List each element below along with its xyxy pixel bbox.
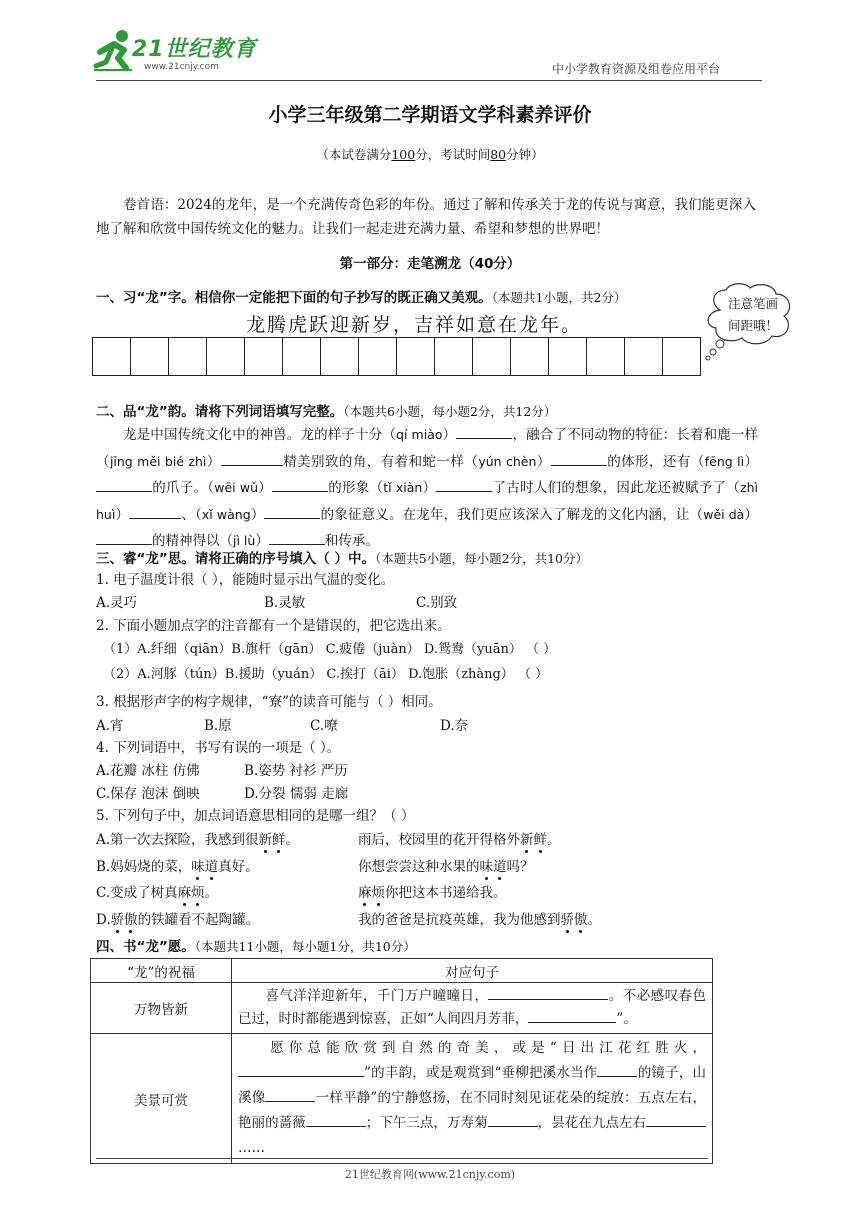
- pinyin: qí miào: [396, 427, 443, 442]
- q2-note: （本题共6小题，每小题2分，共12分）: [343, 404, 557, 419]
- option-text: 。: [204, 885, 219, 901]
- q3-item-2-1: （1）A.纤细（qiān）B.旗杆（gān） C.疲倦（juàn） D.鸳鸯（yuān） （ ）: [103, 642, 557, 657]
- exam-info-pre: （本试卷满分: [316, 147, 392, 162]
- q3-item-4: 4. 下列词语中，书写有误的一项是（ ）。: [96, 740, 341, 756]
- q3-option[interactable]: B.原: [204, 718, 232, 734]
- q1-note: （本题共1小题，共2分）: [491, 290, 627, 305]
- sentence-text: 一样平静”的宁静悠扬，在不同时刻见证花朵的绽放：五点左右，艳丽的蔷薇: [238, 1090, 707, 1131]
- q3-option[interactable]: D.奈: [440, 718, 469, 734]
- grid-cell[interactable]: [435, 338, 473, 376]
- q4-heading: [96, 937, 416, 957]
- answer-blank[interactable]: [269, 530, 325, 545]
- table-row: [91, 983, 713, 1034]
- dotted-char: 道: [493, 859, 507, 875]
- answer-blank[interactable]: [129, 504, 181, 519]
- answer-blank[interactable]: [456, 424, 512, 439]
- dotted-char: 骄: [110, 912, 125, 928]
- pinyin: tǐ xiàn: [383, 480, 423, 495]
- q4-heading-text: 四、书“龙”愿。: [96, 939, 195, 955]
- q2-text: ）: [442, 427, 457, 443]
- exam-info-post: 分钟）: [506, 147, 544, 162]
- part1-title: 第一部分：走笔溯龙（40分）: [339, 256, 521, 272]
- option-text: 。: [587, 912, 601, 928]
- answer-blank[interactable]: [96, 477, 152, 492]
- dotted-char: 鲜: [272, 832, 286, 848]
- option-text: 你想尝尝这种水果的: [358, 859, 480, 875]
- answer-blank[interactable]: [597, 1062, 637, 1077]
- sentence-text: ；下午三点，万寿菊: [365, 1115, 488, 1131]
- q2-text: 、（: [181, 506, 202, 523]
- runner-logo-icon: [92, 28, 136, 74]
- grid-cell[interactable]: [283, 338, 321, 376]
- grid-cell[interactable]: [359, 338, 397, 376]
- q2-text: 的精神得以（: [152, 533, 233, 549]
- grid-cell[interactable]: [245, 338, 283, 376]
- q3-option[interactable]: B.灵敏: [264, 595, 306, 611]
- sentence-text: 。不必感叹春色已过，时时都能遇到惊喜，正如“人间四月芳菲，: [238, 988, 706, 1027]
- answer-blank[interactable]: [264, 504, 320, 519]
- dotted-word: [358, 885, 385, 901]
- q3-item-2: 2. 下面小题加点字的注音都有一个是错误的，把它选出来。: [96, 618, 451, 634]
- table-header-cell: “龙”的祝福: [91, 959, 232, 983]
- q1-heading-text: 一、习“龙”字。相信你一定能把下面的句子抄写的既正确又美观。: [96, 290, 492, 306]
- option-text: 。: [547, 832, 561, 848]
- dotted-char: 骄: [560, 912, 574, 928]
- q2-text: ）: [115, 506, 130, 523]
- option-text: 雨后，校园里的花开得格外: [358, 832, 520, 848]
- option-text: C.变成了树真: [96, 885, 178, 901]
- dotted-char: 烦: [191, 885, 205, 901]
- dotted-word: [561, 912, 588, 928]
- q2-text: 和传承。: [324, 533, 379, 549]
- q2-text: ）: [250, 506, 265, 523]
- dotted-word: [178, 885, 205, 901]
- answer-blank[interactable]: [488, 1112, 538, 1127]
- q4-note: （本题共11小题，每小题1分，共10分）: [194, 939, 416, 954]
- q3-item-5: 5. 下列句子中，加点词语意思相同的是哪一组？（ ）: [96, 808, 415, 824]
- q2-text: ）: [255, 533, 269, 549]
- q2-text: ）: [206, 453, 221, 470]
- sentence-text: ”。: [616, 1011, 637, 1027]
- q3-note: （本题共5小题，每小题2分，共10分）: [374, 551, 589, 566]
- answer-blank[interactable]: [238, 1062, 364, 1077]
- grid-cell[interactable]: [625, 338, 663, 376]
- dotted-char: 傲: [124, 912, 138, 928]
- dotted-char: 麻: [177, 885, 192, 901]
- full-score: 100: [391, 147, 416, 162]
- sentence-text: ……: [238, 1140, 265, 1156]
- q3-option[interactable]: A.灵巧: [96, 595, 138, 611]
- blessing-table-grid: [90, 958, 713, 1164]
- q3-option[interactable]: C.嘹: [310, 718, 338, 734]
- grid-cell[interactable]: [131, 338, 169, 376]
- writing-grid-table[interactable]: [92, 337, 701, 376]
- footer-text: 21世纪教育网(www.21cnjy.com): [344, 1168, 516, 1181]
- q2-text: 的形象（: [328, 480, 384, 496]
- row-sentence: [232, 983, 713, 1034]
- sentence-text: 的镜子，山溪像: [238, 1065, 707, 1106]
- q3-option-c-right: [358, 883, 507, 903]
- exam-time: 80: [490, 147, 507, 162]
- q2-text: 的体形，还有（: [606, 453, 705, 470]
- header-rule: [96, 80, 762, 81]
- dotted-char: 傲: [574, 912, 588, 928]
- site-logo: [92, 26, 262, 78]
- q2-text: 了古时人们的想象，因此龙还被赋予了（: [492, 480, 741, 496]
- grid-cell[interactable]: [397, 338, 435, 376]
- sentence-text: 喜气洋洋迎新年，千门万户曈曈日，: [265, 988, 489, 1004]
- q3-heading-text: 三、睿“龙”思。请将正确的序号填入（ ）中。: [96, 551, 375, 567]
- q3-heading: [96, 549, 588, 569]
- dotted-word: [480, 859, 507, 875]
- q2-text: ，融合了不同动物的特征：长着和鹿一样（: [96, 427, 759, 470]
- q3-item-1: 1. 电子温度计很（ ），能随时显示出气温的变化。: [96, 572, 395, 588]
- q2-text: ）: [536, 453, 551, 470]
- dotted-word: [111, 912, 138, 928]
- thought-bubble-text: 注意笔画间距哦！: [727, 296, 778, 333]
- answer-blank[interactable]: [221, 451, 283, 466]
- grid-cell[interactable]: [549, 338, 587, 376]
- table-row: [91, 1034, 713, 1164]
- answer-blank[interactable]: [551, 451, 607, 466]
- grid-cell[interactable]: [511, 338, 549, 376]
- q3-option[interactable]: C.保存 泡沫 倒映: [96, 786, 200, 802]
- exam-info: [0, 145, 860, 163]
- dotted-char: 鲜: [533, 832, 547, 848]
- exam-info-mid: 分，考试时间: [415, 147, 491, 162]
- row-label: 美景可赏: [91, 1034, 232, 1164]
- pinyin: wēi wǔ: [214, 480, 259, 495]
- option-text: A.第一次去探险，我感到很: [96, 832, 259, 848]
- q3-option[interactable]: A.宵: [96, 718, 124, 734]
- q3-option-a-left[interactable]: [96, 830, 299, 850]
- q3-option[interactable]: B.姿势 衬衫 严历: [244, 763, 348, 779]
- dotted-char: 味: [191, 859, 205, 875]
- grid-cell[interactable]: [663, 338, 701, 376]
- q2-text: 精美别致的角，有着和蛇一样（: [282, 453, 479, 470]
- dotted-word: [259, 832, 286, 848]
- option-text: 你把这本书递给我。: [385, 885, 507, 901]
- dotted-word: [520, 832, 547, 848]
- grid-cell[interactable]: [473, 338, 511, 376]
- q3-option[interactable]: D.分裂 懦弱 走廊: [244, 786, 349, 802]
- option-text: 吗？: [506, 859, 534, 875]
- option-text: 的铁罐看不起陶罐。: [137, 912, 260, 928]
- sentence-text: 愿你总能欣赏到自然的奇美，或是“日出江花红胜火，: [265, 1040, 706, 1056]
- q1-copy-sentence: 龙腾虎跃迎新岁，吉祥如意在龙年。: [246, 314, 583, 336]
- q2-text: 龙是中国传统文化中的神兽。龙的样子十分（: [123, 427, 397, 443]
- pinyin: fēng lì: [704, 453, 745, 469]
- grid-cell[interactable]: [169, 338, 207, 376]
- logo-text: 21世纪教育: [132, 37, 257, 62]
- option-text: 真好。: [218, 859, 259, 875]
- grid-cell[interactable]: [321, 338, 359, 376]
- pinyin: jì lù: [233, 533, 256, 548]
- q2-text: 的象征意义。在龙年，我们更应该深入了解龙的文化内涵，让（: [320, 506, 704, 523]
- option-text: 。: [285, 832, 300, 848]
- preface: 卷首语：2024的龙年，是一个充满传奇色彩的年份。通过了解和传承关于龙的传说与寓意，我们能更深入地了解和欣赏中国传统文化的魅力。让我们一起走进充满力量、希望和梦想的世界吧！: [96, 197, 756, 237]
- q2-text: ）: [744, 453, 758, 470]
- table-header-cell: 对应句子: [232, 959, 713, 983]
- dotted-char: 新: [520, 832, 534, 848]
- answer-blank[interactable]: [436, 477, 492, 492]
- q3-item-2-2: （2）A.河豚（tún）B.援助（yuán） C.挨打（āi） D.饱胀（zhàng） （ ）: [103, 667, 549, 682]
- answer-blank[interactable]: [265, 1087, 315, 1102]
- q2-text: ）: [422, 480, 437, 496]
- sentence-text: ，昙花在九点左右: [537, 1115, 647, 1131]
- grid-cell[interactable]: [93, 338, 131, 376]
- answer-blank[interactable]: [528, 1008, 616, 1023]
- q3-option-b-left[interactable]: [96, 857, 259, 877]
- q2-text: ）: [258, 480, 273, 496]
- q2-heading: [96, 402, 556, 422]
- pinyin: zhì huì: [96, 480, 759, 522]
- answer-blank[interactable]: [488, 985, 608, 1000]
- footer-rule: [96, 1158, 708, 1159]
- answer-blank[interactable]: [306, 1112, 366, 1127]
- dotted-char: 道: [204, 859, 219, 875]
- platform-name: 中小学教育资源及组卷应用平台: [552, 62, 721, 76]
- q3-option-c-left[interactable]: [96, 883, 218, 903]
- pinyin: jīng měi bié zhì: [109, 453, 207, 469]
- answer-blank[interactable]: [646, 1112, 706, 1127]
- q2-passage: [96, 422, 758, 555]
- pinyin: xǐ wàng: [201, 506, 251, 522]
- q3-option[interactable]: A.花瓣 冰柱 仿佛: [96, 763, 200, 779]
- row-label: 万物皆新: [91, 983, 232, 1034]
- dotted-char: 味: [479, 859, 493, 875]
- q3-option-d-right: [358, 910, 601, 930]
- option-text: 我的爸爸是抗疫英雄，我为他感到: [358, 912, 561, 928]
- dotted-char: 新: [258, 832, 273, 848]
- pinyin: yún chèn: [478, 453, 537, 469]
- writing-grid[interactable]: [92, 337, 701, 376]
- q2-heading-text: 二、品“龙”韵。请将下列词语填写完整。: [96, 404, 344, 420]
- q3-option[interactable]: C.别致: [416, 595, 458, 611]
- dotted-word: [191, 859, 218, 875]
- blessing-table: [90, 958, 713, 1164]
- q3-option-d-left[interactable]: [96, 910, 259, 930]
- q3-option-b-right: [358, 857, 534, 877]
- grid-cell[interactable]: [587, 338, 625, 376]
- option-text: B.妈妈烧的菜，: [96, 859, 192, 875]
- sentence-text: ”的丰韵，或是观赏到“垂柳把溪水当作: [364, 1065, 598, 1081]
- q2-text: 的爪子。（: [152, 480, 215, 496]
- q2-text: ）: [744, 506, 759, 523]
- q1-heading: [96, 288, 626, 308]
- row-sentence: [232, 1034, 713, 1164]
- q3-option-a-right: [358, 830, 561, 850]
- dotted-char: 烦: [371, 885, 385, 901]
- logo-url: www.21cnjy.com: [144, 62, 219, 72]
- option-text: D.: [96, 912, 111, 928]
- page-title: 小学三年级第二学期语文学科素养评价: [268, 104, 592, 126]
- pinyin: wěi dà: [703, 506, 745, 522]
- grid-cell[interactable]: [207, 338, 245, 376]
- q3-item-3: 3. 根据形声字的构字规律，“寮”的读音可能与（ ）相同。: [96, 694, 442, 710]
- dotted-char: 麻: [358, 885, 372, 901]
- answer-blank[interactable]: [96, 530, 152, 545]
- answer-blank[interactable]: [272, 477, 328, 492]
